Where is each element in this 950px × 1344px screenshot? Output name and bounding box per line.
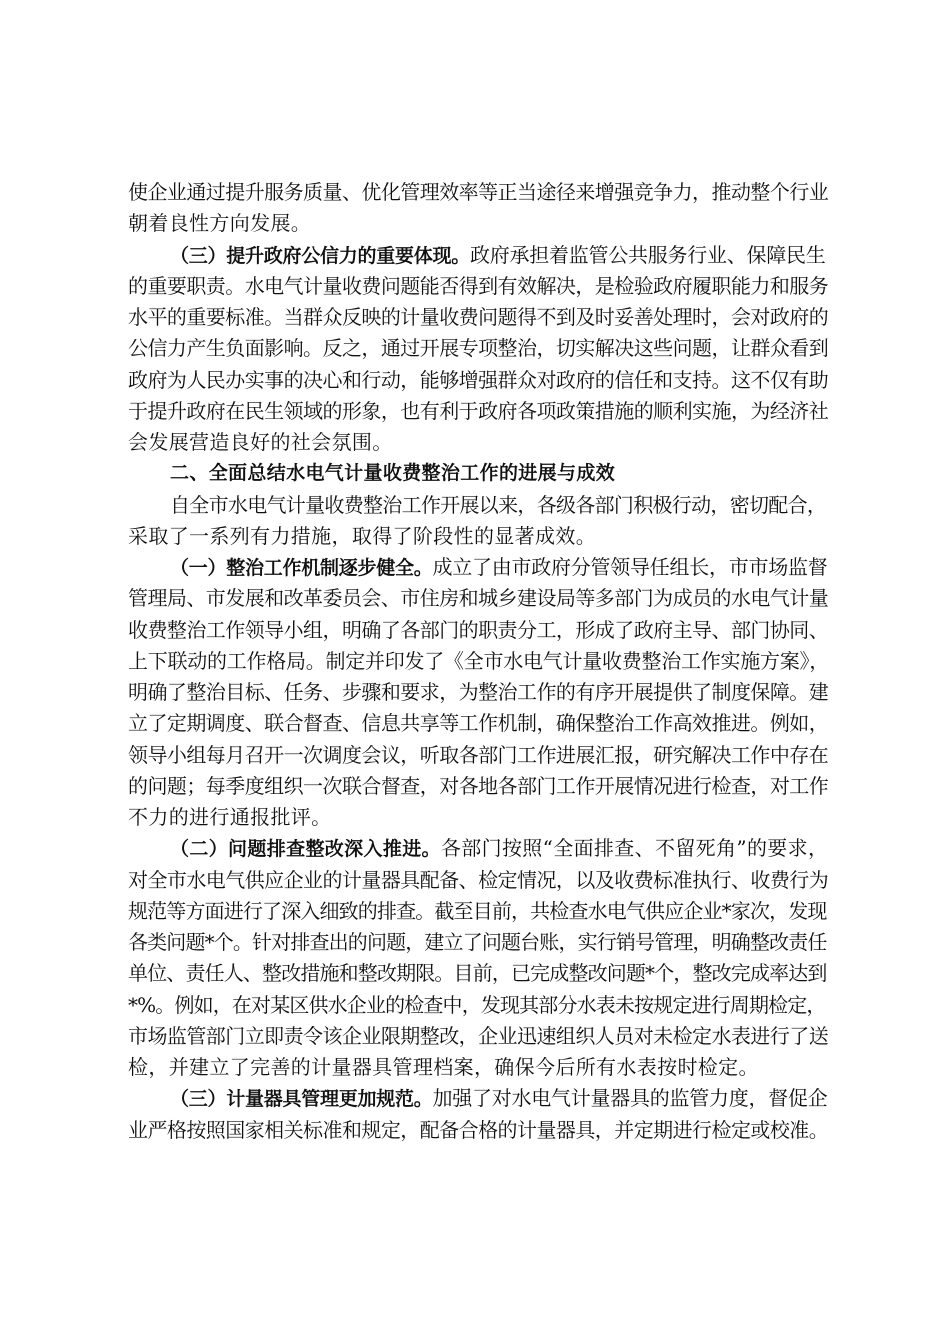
body-line: 市场监管部门立即责令该企业限期整改，企业迅速组织人员对未检定水表进行了送: [128, 1023, 829, 1048]
body-line: 于提升政府在民生领域的形象，也有利于政府各项政策措施的顺利实施，为经济社: [128, 398, 829, 423]
body-line: 明确了整治目标、任务、步骤和要求，为整治工作的有序开展提供了制度保障。建: [128, 680, 829, 704]
body-line: 对全市水电气供应企业的计量器具配备、检定情况，以及收费标准执行、收费行为: [128, 867, 829, 892]
body-line: 管理局、市发展和改革委员会、市住房和城乡建设局等多部门为成员的水电气计量: [128, 586, 829, 611]
body-line: 会发展营造良好的社会氛围。: [128, 430, 393, 454]
subsection-heading: （二）问题排查整改深入推进。: [170, 838, 441, 861]
body-line: 水平的重要标准。当群众反映的计量收费问题得不到及时妥善处理时，会对政府的: [128, 305, 829, 329]
section-heading: 二、全面总结水电气计量收费整治工作的进展与成效: [170, 462, 616, 485]
body-line: 公信力产生负面影响。反之，通过开展专项整治，切实解决这些问题，让群众看到: [128, 336, 829, 361]
body-line: 检，并建立了完善的计量器具管理档案，确保今后所有水表按时检定。: [128, 1055, 759, 1079]
body-line: 收费整治工作领导小组，明确了各部门的职责分工，形成了政府主导、部门协同、: [128, 617, 829, 642]
body-line: 使企业通过提升服务质量、优化管理效率等正当途径来增强竞争力，推动整个行业: [128, 180, 829, 204]
document-body: [128, 177, 830, 1146]
subsection-text: 政府承担着监管公共服务行业、保障民生: [470, 242, 826, 267]
subsection-line: [128, 833, 830, 864]
body-line: 各类问题*个。针对排查出的问题，建立了问题台账，实行销号管理，明确整改责任: [128, 930, 827, 954]
subsection-line: [128, 552, 830, 583]
body-line: 单位、责任人、整改措施和整改期限。目前，已完成整改问题*个，整改完成率达到: [128, 961, 827, 986]
subsection-heading: （一）整治工作机制逐步健全。: [170, 557, 433, 579]
subsection-line: [128, 240, 830, 271]
body-line: 规范等方面进行了深入细致的排查。截至目前，共检查水电气供应企业*家次，发现: [128, 898, 827, 923]
subsection-heading: （三）计量器具管理更加规范。: [170, 1088, 433, 1111]
body-line: 政府为人民办实事的决心和行动，能够增强群众对政府的信任和支持。这不仅有助: [128, 367, 829, 392]
body-line: 采取了一系列有力措施，取得了阶段性的显著成效。: [128, 523, 597, 548]
subsection-text: 加强了对水电气计量器具的监管力度，督促企: [432, 1086, 828, 1111]
body-line: 不力的进行通报批评。: [128, 805, 332, 829]
subsection-heading: （三）提升政府公信力的重要体现。: [170, 244, 471, 267]
body-line: 自全市水电气计量收费整治工作开展以来，各级各部门积极行动，密切配合，: [170, 492, 827, 517]
body-line: 领导小组每月召开一次调度会议，听取各部门工作进展汇报，研究解决工作中存在: [128, 742, 829, 767]
body-line: 的问题；每季度组织一次联合督查，对各地各部门工作开展情况进行检查，对工作: [128, 773, 829, 798]
subsection-text: 各部门按照“全面排查、不留死角”的要求，: [440, 836, 829, 861]
subsection-line: [128, 1083, 830, 1114]
body-line: 上下联动的工作格局。制定并印发了《全市水电气计量收费整治工作实施方案》，: [128, 648, 829, 673]
body-line: 业严格按照国家相关标准和规定，配备合格的计量器具，并定期进行检定或校准。: [128, 1117, 829, 1142]
body-line: 立了定期调度、联合督查、信息共享等工作机制，确保整治工作高效推进。例如，: [128, 711, 829, 736]
subsection-text: 成立了由市政府分管领导任组长，市市场监督: [432, 555, 828, 579]
body-line: 朝着良性方向发展。: [128, 211, 312, 236]
body-line: 的重要职责。水电气计量收费问题能否得到有效解决，是检验政府履职能力和服务: [128, 273, 829, 298]
body-line: *%。例如，在对某区供水企业的检查中，发现其部分水表未按规定进行周期检定，: [128, 992, 826, 1017]
